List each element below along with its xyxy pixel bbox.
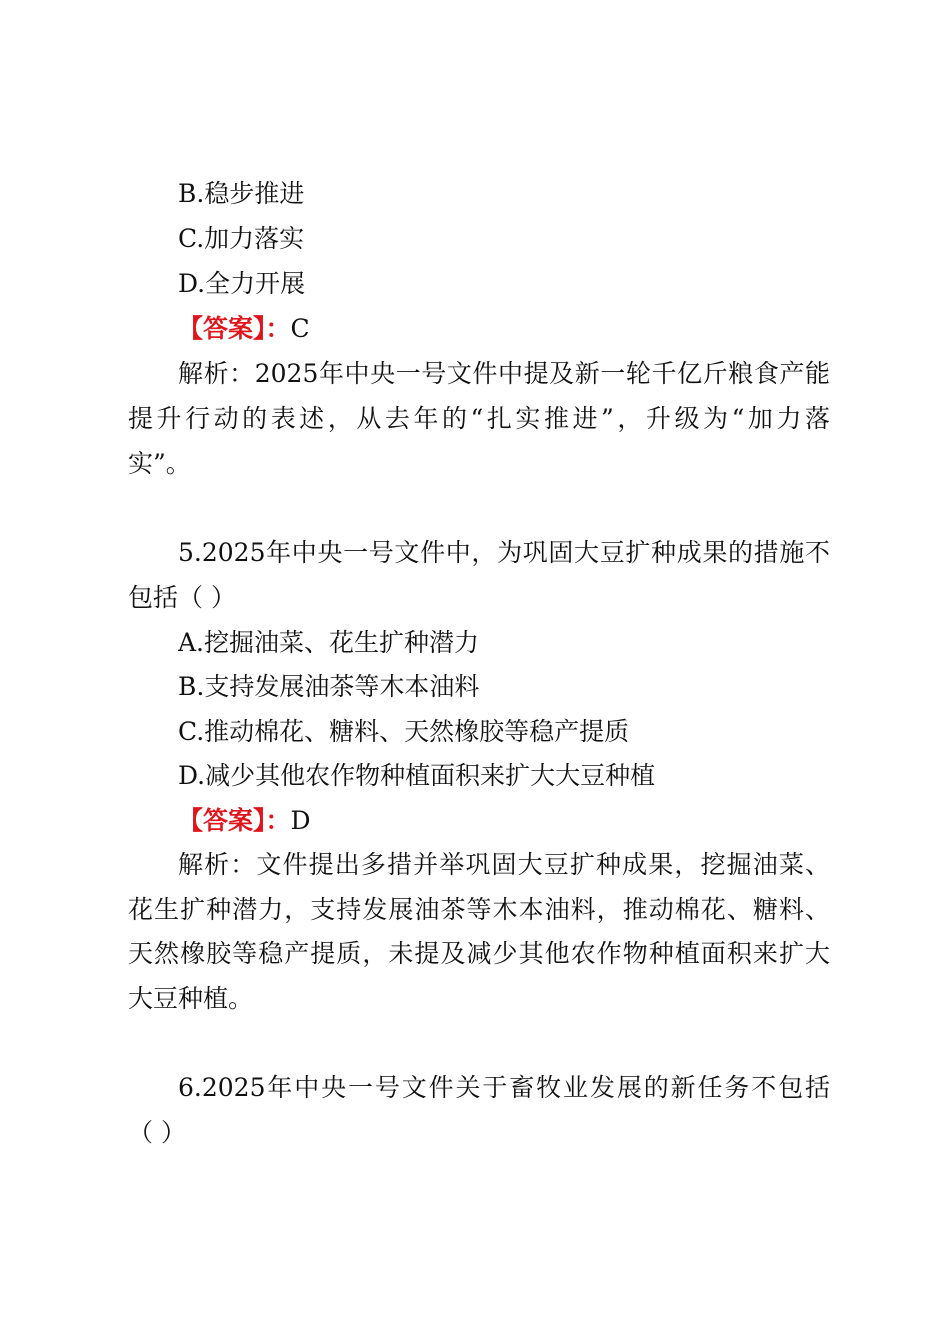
q6-question-line-2: （ ） — [128, 1118, 186, 1147]
q4-explanation-line-3: 实”。 — [128, 449, 191, 478]
q5-option-d: D.减少其他农作物种植面积来扩大大豆种植 — [178, 761, 656, 790]
q4-option-b: B.稳步推进 — [178, 179, 305, 208]
q5-option-b: B.支持发展油茶等木本油料 — [178, 672, 480, 701]
q4-answer-label: 【答案】： — [178, 314, 291, 343]
q5-answer-value: D — [290, 806, 311, 835]
q5-question-line-2: 包括（ ） — [128, 583, 236, 612]
q5-option-a: A.挖掘油菜、花生扩种潜力 — [178, 628, 480, 657]
q4-answer — [178, 312, 830, 346]
q6-question-line-1: 6.2025年中央一号文件关于畜牧业发展的新任务不包括 — [178, 1073, 830, 1102]
q4-explanation-line-1: 解析：2025年中央一号文件中提及新一轮千亿斤粮食产能 — [178, 359, 830, 388]
q5-explanation-line-3: 天然橡胶等稳产提质，未提及减少其他农作物种植面积来扩大 — [128, 939, 830, 968]
q5-explanation-line-1: 解析：文件提出多措并举巩固大豆扩种成果，挖掘油菜、 — [178, 850, 830, 879]
q5-explanation-line-4: 大豆种植。 — [128, 984, 254, 1013]
q5-answer-label: 【答案】： — [178, 806, 291, 835]
q5-option-c: C.推动棉花、糖料、天然橡胶等稳产提质 — [178, 717, 630, 746]
q4-explanation-line-2: 提升行动的表述，从去年的“扎实推进”，升级为“加力落 — [128, 404, 830, 433]
q5-explanation-line-2: 花生扩种潜力，支持发展油茶等木本油料，推动棉花、糖料、 — [128, 895, 830, 924]
q4-answer-value: C — [290, 314, 310, 343]
q5-answer — [178, 804, 830, 838]
q4-option-c: C.加力落实 — [178, 224, 305, 253]
q4-option-d: D.全力开展 — [178, 269, 306, 298]
q5-question-line-1: 5.2025年中央一号文件中，为巩固大豆扩种成果的措施不 — [178, 538, 830, 567]
